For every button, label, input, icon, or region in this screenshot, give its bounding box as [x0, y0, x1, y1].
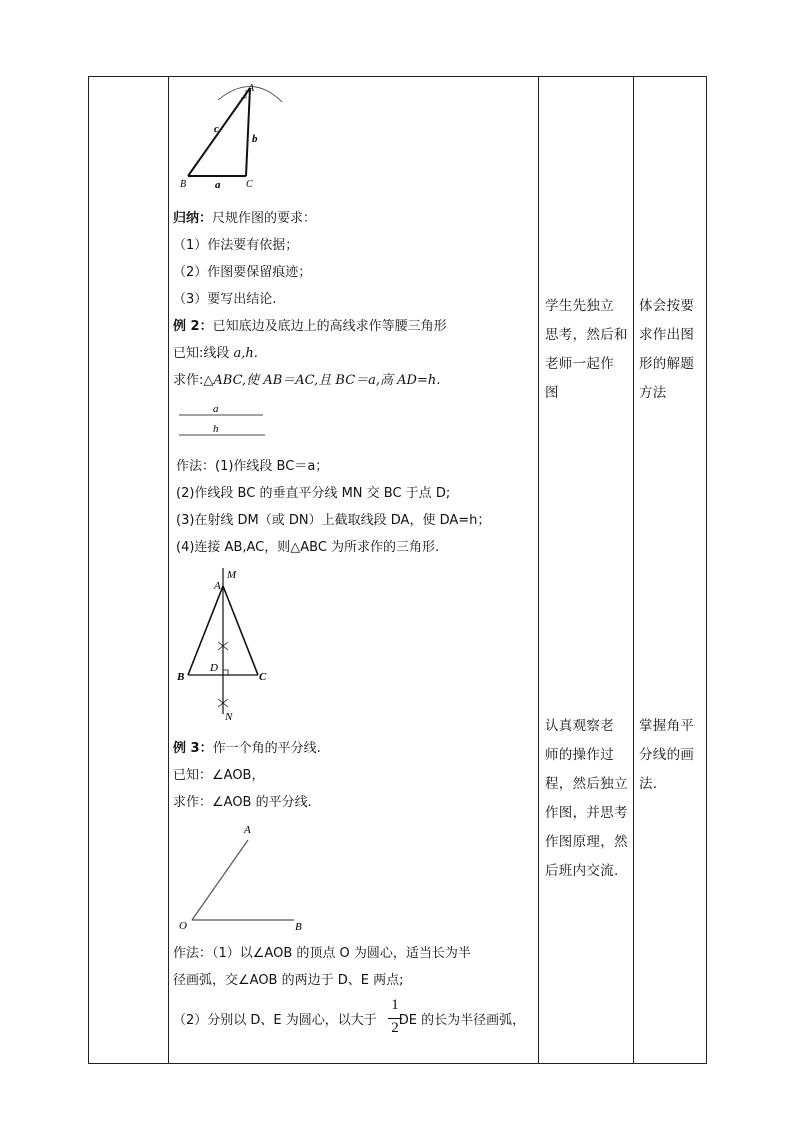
example3-step-2	[173, 1012, 525, 1030]
fig3-label-A: A	[244, 824, 251, 836]
fraction-bar	[388, 1018, 402, 1019]
student-activity-1-line: 图	[545, 385, 559, 401]
example2-title: 已知底边及底边上的高线求作等腰三角形	[212, 319, 447, 334]
figure-angle-AOB	[176, 818, 316, 938]
example3-title-line	[173, 740, 321, 758]
right-angle-mark	[223, 670, 228, 675]
design-intent-1-line: 方法	[639, 385, 667, 401]
fig2-label-A: A	[214, 580, 221, 592]
example3-step-1-cont: 径画弧，交∠AOB 的两边于 D、E 两点;	[173, 973, 404, 988]
fig3-label-O: O	[179, 920, 187, 932]
student-activity-1	[545, 292, 635, 408]
example3-find: 求作：∠AOB 的平分线.	[173, 795, 312, 810]
design-intent-2	[639, 712, 729, 799]
segment-a-label: a	[213, 403, 219, 415]
fig2-label-C: C	[259, 671, 267, 683]
example2-heading: 例 2：	[173, 319, 213, 334]
summary-item-2: （2）作图要保留痕迹；	[173, 265, 312, 280]
design-intent-1-line: 体会按要	[639, 298, 695, 314]
fraction-denominator: 2	[391, 1020, 399, 1036]
example2-find-prefix: 求作:	[173, 373, 204, 388]
figure-segments	[175, 400, 275, 440]
column-divider-2	[538, 76, 539, 1064]
column-divider-3	[633, 76, 634, 1064]
summary-item-1: （1）作法要有依据；	[173, 238, 299, 253]
student-activity-2-line: 后班内交流.	[545, 863, 619, 879]
example2-find-math: △ABC,使 AB＝AC,且 BC＝a,高 AD=h.	[203, 373, 441, 388]
example2-given	[173, 345, 258, 363]
side-c	[188, 88, 250, 176]
example2-step-3: (3)在射线 DM（或 DN）上截取线段 DA，使 DA=h；	[176, 513, 491, 528]
student-activity-2-line: 认真观察老	[545, 718, 614, 734]
fig2-label-M: M	[227, 569, 237, 581]
summary-heading: 归纳：	[173, 211, 213, 226]
ray-OA	[192, 840, 248, 920]
example3-step2-prefix: （2）分别以 D、E 为圆心，以大于	[173, 1013, 377, 1028]
fig3-label-B: B	[295, 921, 302, 933]
figure-isosceles-triangle	[172, 562, 282, 724]
segment-h-label: h	[213, 423, 219, 435]
student-activity-2-line: 作图，并思考	[545, 805, 628, 821]
example2-step-1: 作法：(1)作线段 BC＝a；	[176, 459, 329, 474]
column-divider-1	[168, 76, 169, 1064]
student-activity-1-line: 学生先独立	[545, 298, 614, 314]
student-activity-2-line: 作图原理，然	[545, 834, 628, 850]
label-c: c	[214, 123, 219, 135]
example2-title-line	[173, 318, 447, 336]
design-intent-2-line: 掌握角平	[639, 718, 695, 734]
example3-title: 作一个角的平分线.	[212, 741, 321, 756]
student-activity-1-line: 思考，然后和	[545, 327, 628, 343]
figure-right-triangle	[170, 80, 290, 192]
design-intent-2-line: 法.	[639, 776, 658, 792]
student-activity-2	[545, 712, 635, 886]
label-a: a	[215, 179, 221, 191]
design-intent-1	[639, 292, 729, 408]
example2-given-vars: a,h.	[233, 346, 258, 361]
fig2-label-D: D	[210, 662, 218, 674]
label-C: C	[246, 179, 253, 190]
summary-text: 尺规作图的要求：	[212, 211, 317, 226]
label-b: b	[252, 133, 258, 145]
example3-heading: 例 3：	[173, 741, 213, 756]
student-activity-1-line: 老师一起作	[545, 356, 614, 372]
design-intent-1-line: 形的解题	[639, 356, 695, 372]
example3-given: 已知：∠AOB，	[173, 768, 265, 783]
example3-step-1: 作法：（1）以∠AOB 的顶点 O 为圆心，适当长为半	[173, 946, 471, 961]
example2-step-2: (2)作线段 BC 的垂直平分线 MN 交 BC 于点 D;	[176, 486, 451, 501]
example2-given-prefix: 已知:线段	[173, 346, 234, 361]
summary-line	[173, 210, 316, 228]
student-activity-2-line: 程，然后独立	[545, 776, 628, 792]
fraction-numerator: 1	[391, 997, 399, 1013]
side-b	[246, 88, 250, 176]
fig2-label-N: N	[225, 711, 233, 723]
design-intent-1-line: 求作出图	[639, 327, 695, 343]
fig2-label-B: B	[177, 671, 185, 683]
example3-step2-suffix: DE 的长为半径画弧，	[398, 1013, 526, 1028]
side-AC	[223, 586, 258, 675]
design-intent-2-line: 分线的画	[639, 747, 695, 763]
label-B: B	[180, 179, 187, 190]
summary-item-3: （3）要写出结论.	[173, 292, 277, 307]
student-activity-2-line: 师的操作过	[545, 747, 614, 763]
example2-step-4: (4)连接 AB,AC，则△ABC 为所求作的三角形.	[176, 540, 440, 555]
label-A: A	[248, 83, 255, 94]
example2-find	[173, 372, 440, 390]
